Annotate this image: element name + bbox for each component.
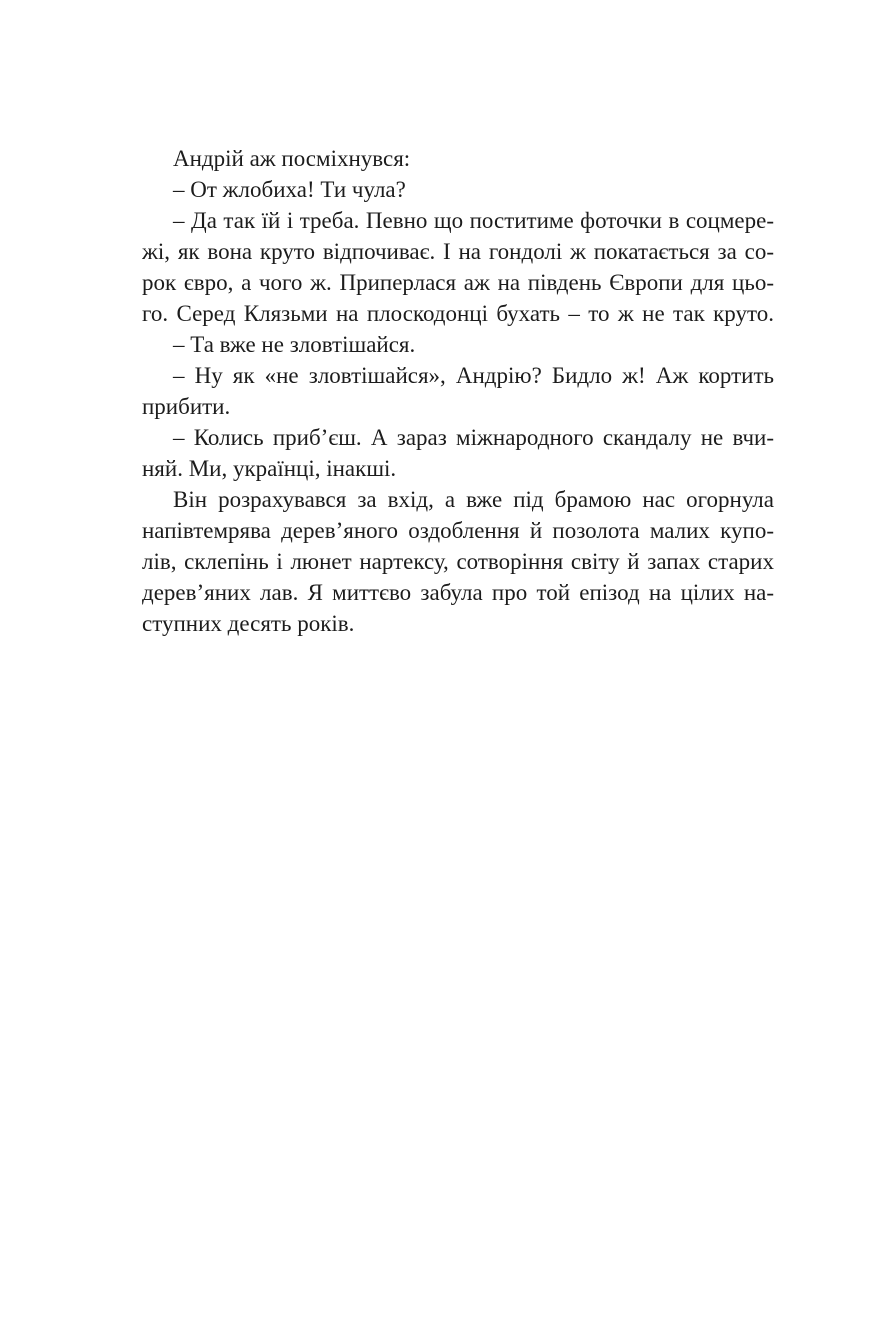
text-line: рок євро, а чого ж. Приперлася аж на південь Європи для цьо- bbox=[142, 270, 774, 295]
text-line: – Ну як «не зловтішайся», Андрію? Бидло ж! Аж кортить bbox=[173, 363, 774, 388]
text-line: напівтемрява дерев’яного оздоблення й позолота малих купо- bbox=[142, 518, 774, 543]
text-line: лів, склепінь і люнет нартексу, сотворіння світу й запах старих bbox=[142, 549, 774, 574]
text-line: прибити. bbox=[142, 394, 231, 419]
text-line: жі, як вона круто відпочиває. І на гондолі ж покатається за со- bbox=[142, 239, 774, 264]
text-line: дерев’яних лав. Я миттєво забула про той епізод на цілих на- bbox=[142, 580, 774, 605]
text-line: – От жлобиха! Ти чула? bbox=[173, 177, 406, 202]
text-line: Андрій аж посміхнувся: bbox=[173, 146, 411, 171]
text-line: – Да так їй і треба. Певно що поститиме фоточки в соцмере- bbox=[173, 208, 774, 233]
text-line: – Колись приб’єш. А зараз міжнародного скандалу не вчи- bbox=[173, 425, 774, 450]
text-line: – Та вже не зловтішайся. bbox=[173, 332, 416, 357]
text-line: Він розрахувався за вхід, а вже під брамою нас огорнула bbox=[173, 487, 774, 512]
book-page-text bbox=[142, 143, 774, 639]
text-line: го. Серед Клязьми на плоскодонці бухать – то ж не так круто. bbox=[142, 301, 774, 326]
text-line: ступних десять років. bbox=[142, 611, 355, 636]
text-line: няй. Ми, українці, інакші. bbox=[142, 456, 397, 481]
